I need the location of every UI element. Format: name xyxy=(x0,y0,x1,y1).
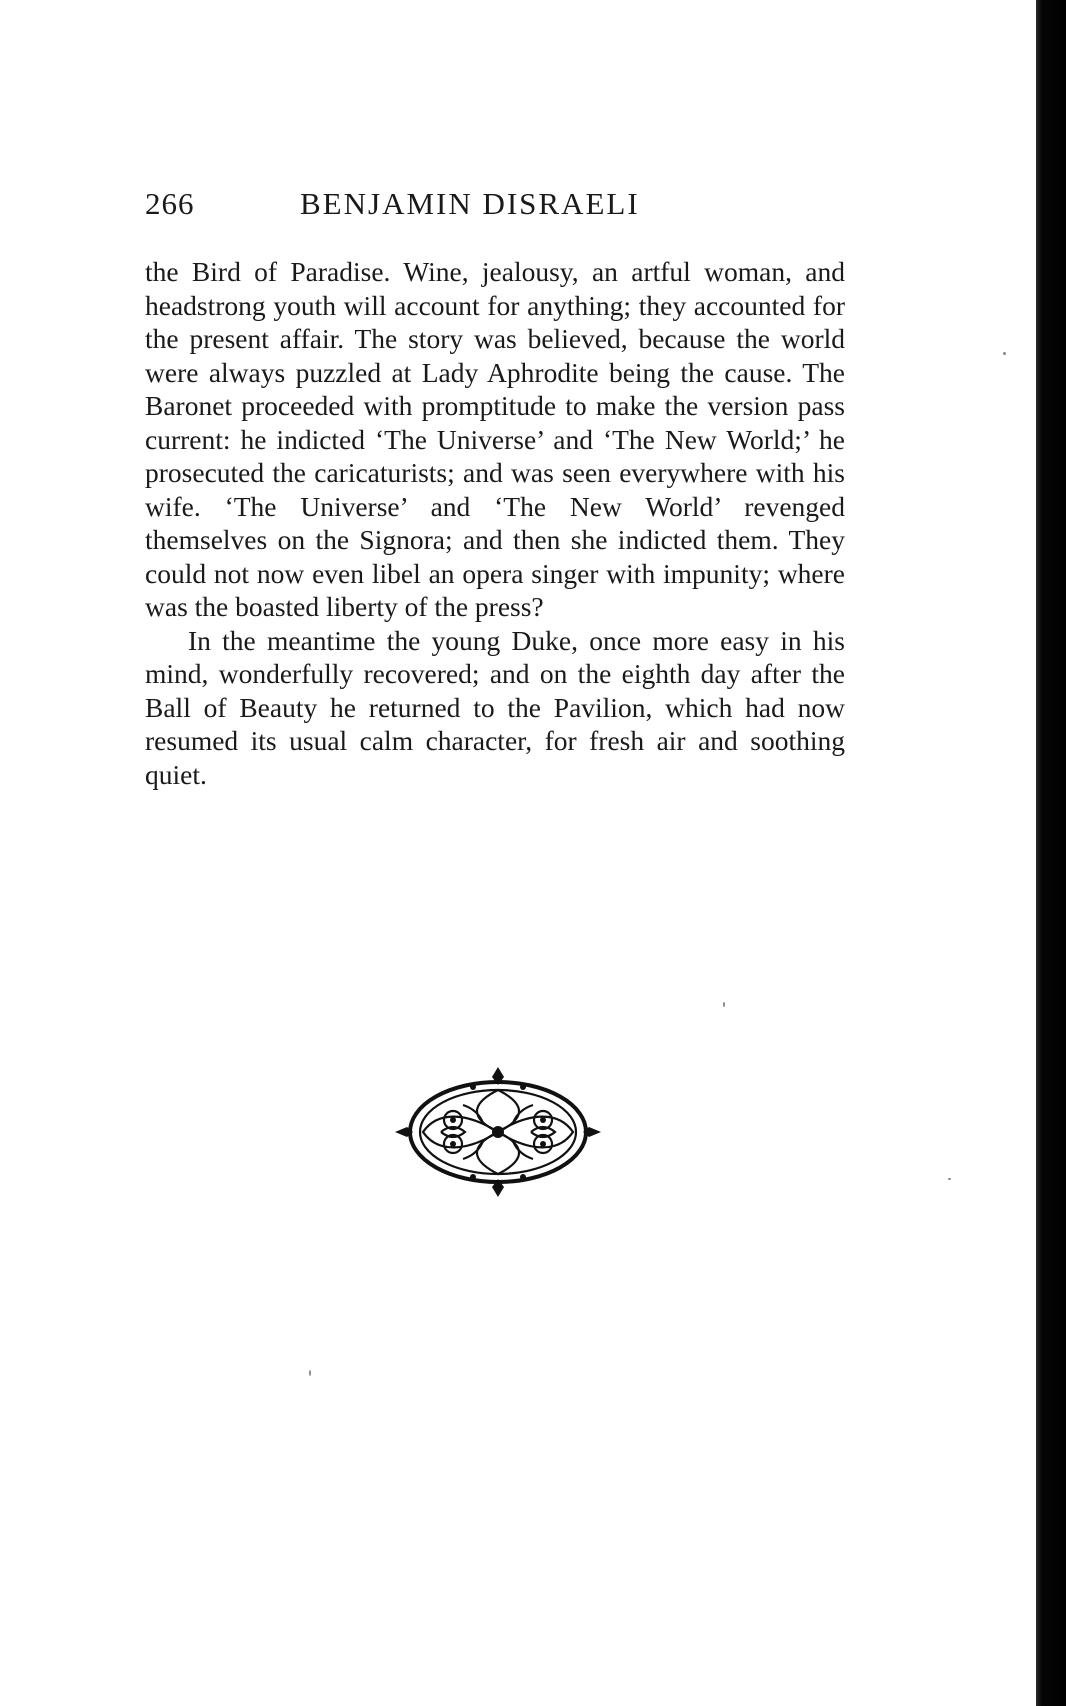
speck xyxy=(309,1370,311,1376)
floral-ornament-icon xyxy=(393,1065,603,1200)
binding-edge xyxy=(1036,0,1066,1706)
running-title: BENJAMIN DISRAELI xyxy=(300,186,640,221)
speck xyxy=(948,1178,951,1180)
page-number: 266 xyxy=(145,186,195,221)
running-head xyxy=(145,186,845,226)
speck xyxy=(723,1002,725,1007)
body-text xyxy=(145,255,845,791)
speck xyxy=(1003,352,1006,355)
paragraph-2: In the meantime the young Duke, once more easy in his mind, wonderfully recovered; and on the eighth day after the Ball of Beauty he returned to the Pavilion, which had now resumed its usual calm character, for fresh air and soothing quiet. xyxy=(145,624,845,790)
paragraph-1: the Bird of Paradise. Wine, jealousy, an artful woman, and headstrong youth will account for anything; they accounted for the present affair. The story was believed, because the world were always puzzled at Lady Aphrodite being the cause. The Baronet proceeded with promptitude to make the version pass current: he indicted ‘The Universe’ and ‘The New World;’ he prosecuted the caricaturists; and was seen everywhere with his wife. ‘The Universe’ and ‘The New World’ revenged themselves on the Signora; and then she indicted them. They could not now even libel an opera singer with impunity; where was the boasted liberty of the press? xyxy=(145,256,845,622)
